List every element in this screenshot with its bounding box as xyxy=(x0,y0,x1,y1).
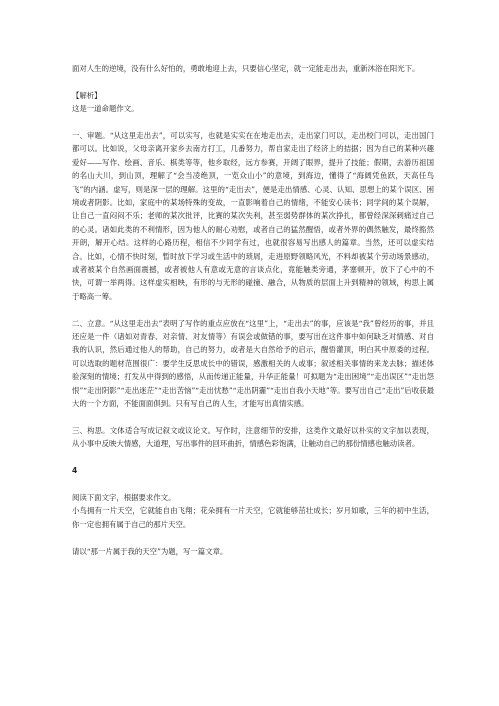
spacer xyxy=(72,531,434,544)
document-page xyxy=(72,62,434,558)
question-task: 请以“那一片属于我的天空”为题，写一篇文章。 xyxy=(72,546,228,556)
question-number: 4 xyxy=(72,466,78,476)
analysis-line: 这是一道命题作文。 xyxy=(72,104,139,114)
spacer xyxy=(72,116,434,129)
section-structure: 三、构思。文体适合写成记叙文或议论文。写作时，注意细节的安排，这类作文最好以朴实的文字加以表现，从小事中反映大情感，大道理，写出事件的回环曲折，情感色彩饱满，让触动自己的那份情感也触动读者。 xyxy=(72,425,434,449)
spacer xyxy=(72,478,434,491)
section-theme: 二、立意。“从这里走出去”表明了写作的重点应放在“这里”上，“走出去”的事，应该是“我”曾经历的事，并且还应是一件（诸如对青春、对亲情、对友情等）有误会或做错的事，要写出在这件事中如何缺乏对情感、对自我的认识，然后通过他人的帮助，自己的努力，或者是大自然给予的启示，醒悟灌顶，明白其中原委的过程。可以选取的题材范围很广：要学生反思成长中的错误，感激相关的人或事；叙述相关事情的来龙去脉；描述体验深刻的情境；打发从中得到的感悟，从而传递正能量，升华正能量！可拟题为“走出困境”“走出误区”“走出怨恨”“走出阴影”“走出迷茫”“走出苦恼”“走出忧愁”“走出阴霾”“走出自我小天地”等。要写出自己“走出”后收获最大的一个方面，不能面面俱到。只有写自己的人生，才能写出真情实感。 xyxy=(72,318,434,409)
spacer xyxy=(72,303,434,316)
question-prompt: 阅读下面文字，根据要求作文。 xyxy=(72,492,176,502)
intro-paragraph: 面对人生的逆境，没有什么好怕的，勇敢地迎上去，只要信心坚定，就一定能走出去，重新沐浴在阳光下。 xyxy=(72,64,420,73)
spacer xyxy=(72,75,434,88)
spacer xyxy=(72,451,434,464)
question-passage: 小鸟拥有一片天空，它就能自由飞翔；花朵拥有一片天空，它就能够茁壮成长；岁月如歌，三年的初中生活，你一定也拥有属于自己的那片天空。 xyxy=(72,506,434,529)
section-review-topic: 一、审题。“从这里走出去”，可以实写，也就是实实在在地走出去，走出家门可以，走出校门可以，走出国门都可以。比如说，父母亲离开家乡去南方打工，几番努力，帮自家走出了经济上的拮据；因为自己的某种兴趣爱好——写作、绘画、音乐、棋类等等，他乡取经，远方参赛，开阔了眼界，提升了技能；假期，去游历祖国的名山大川，到山顶，理解了“会当凌绝顶，一览众山小”的意境，到海边，懂得了“海阔凭鱼跃，天高任鸟飞”的内涵。虚写，则是深一层的理解。这里的“走出去”，便是走出情感、心灵、认知、思想上的某个误区、困境或者阴影。比如，家庭中的某场特殊的变故，一直影响着自己的情绪，不能安心读书；同学间的某个误解，让自己一直闷闷不乐；老师的某次批评，比赛的某次失利，甚至弱势群体的某次挣扎，都曾经深深刺痛过自己的心灵。诸如此类的不利情形，因为他人的耐心劝慰，或者自己的猛然醒悟，或者外界的偶然触发，最终豁然开朗，解开心结。这样的心路历程，相信不少同学有过，也就很容易写出感人的篇章。当然，还可以虚实结合。比如，心情不快时刻，暂时放下学习或生活中的琐屑，走进原野领略风光，不料却被某个劳动场景感动，或者被某个自然画面震撼，或者被他人有意或无意的言谈点化，竟能触类旁通，茅塞顿开，放下了心中的不快，可谓一举两得。这样虚实相映，有形的与无形的碰撞、融合，从物质的层面上升到精神的领域，构思上属于略高一筹。 xyxy=(72,131,434,301)
analysis-label: 【解析】 xyxy=(72,90,102,100)
spacer xyxy=(72,411,434,424)
